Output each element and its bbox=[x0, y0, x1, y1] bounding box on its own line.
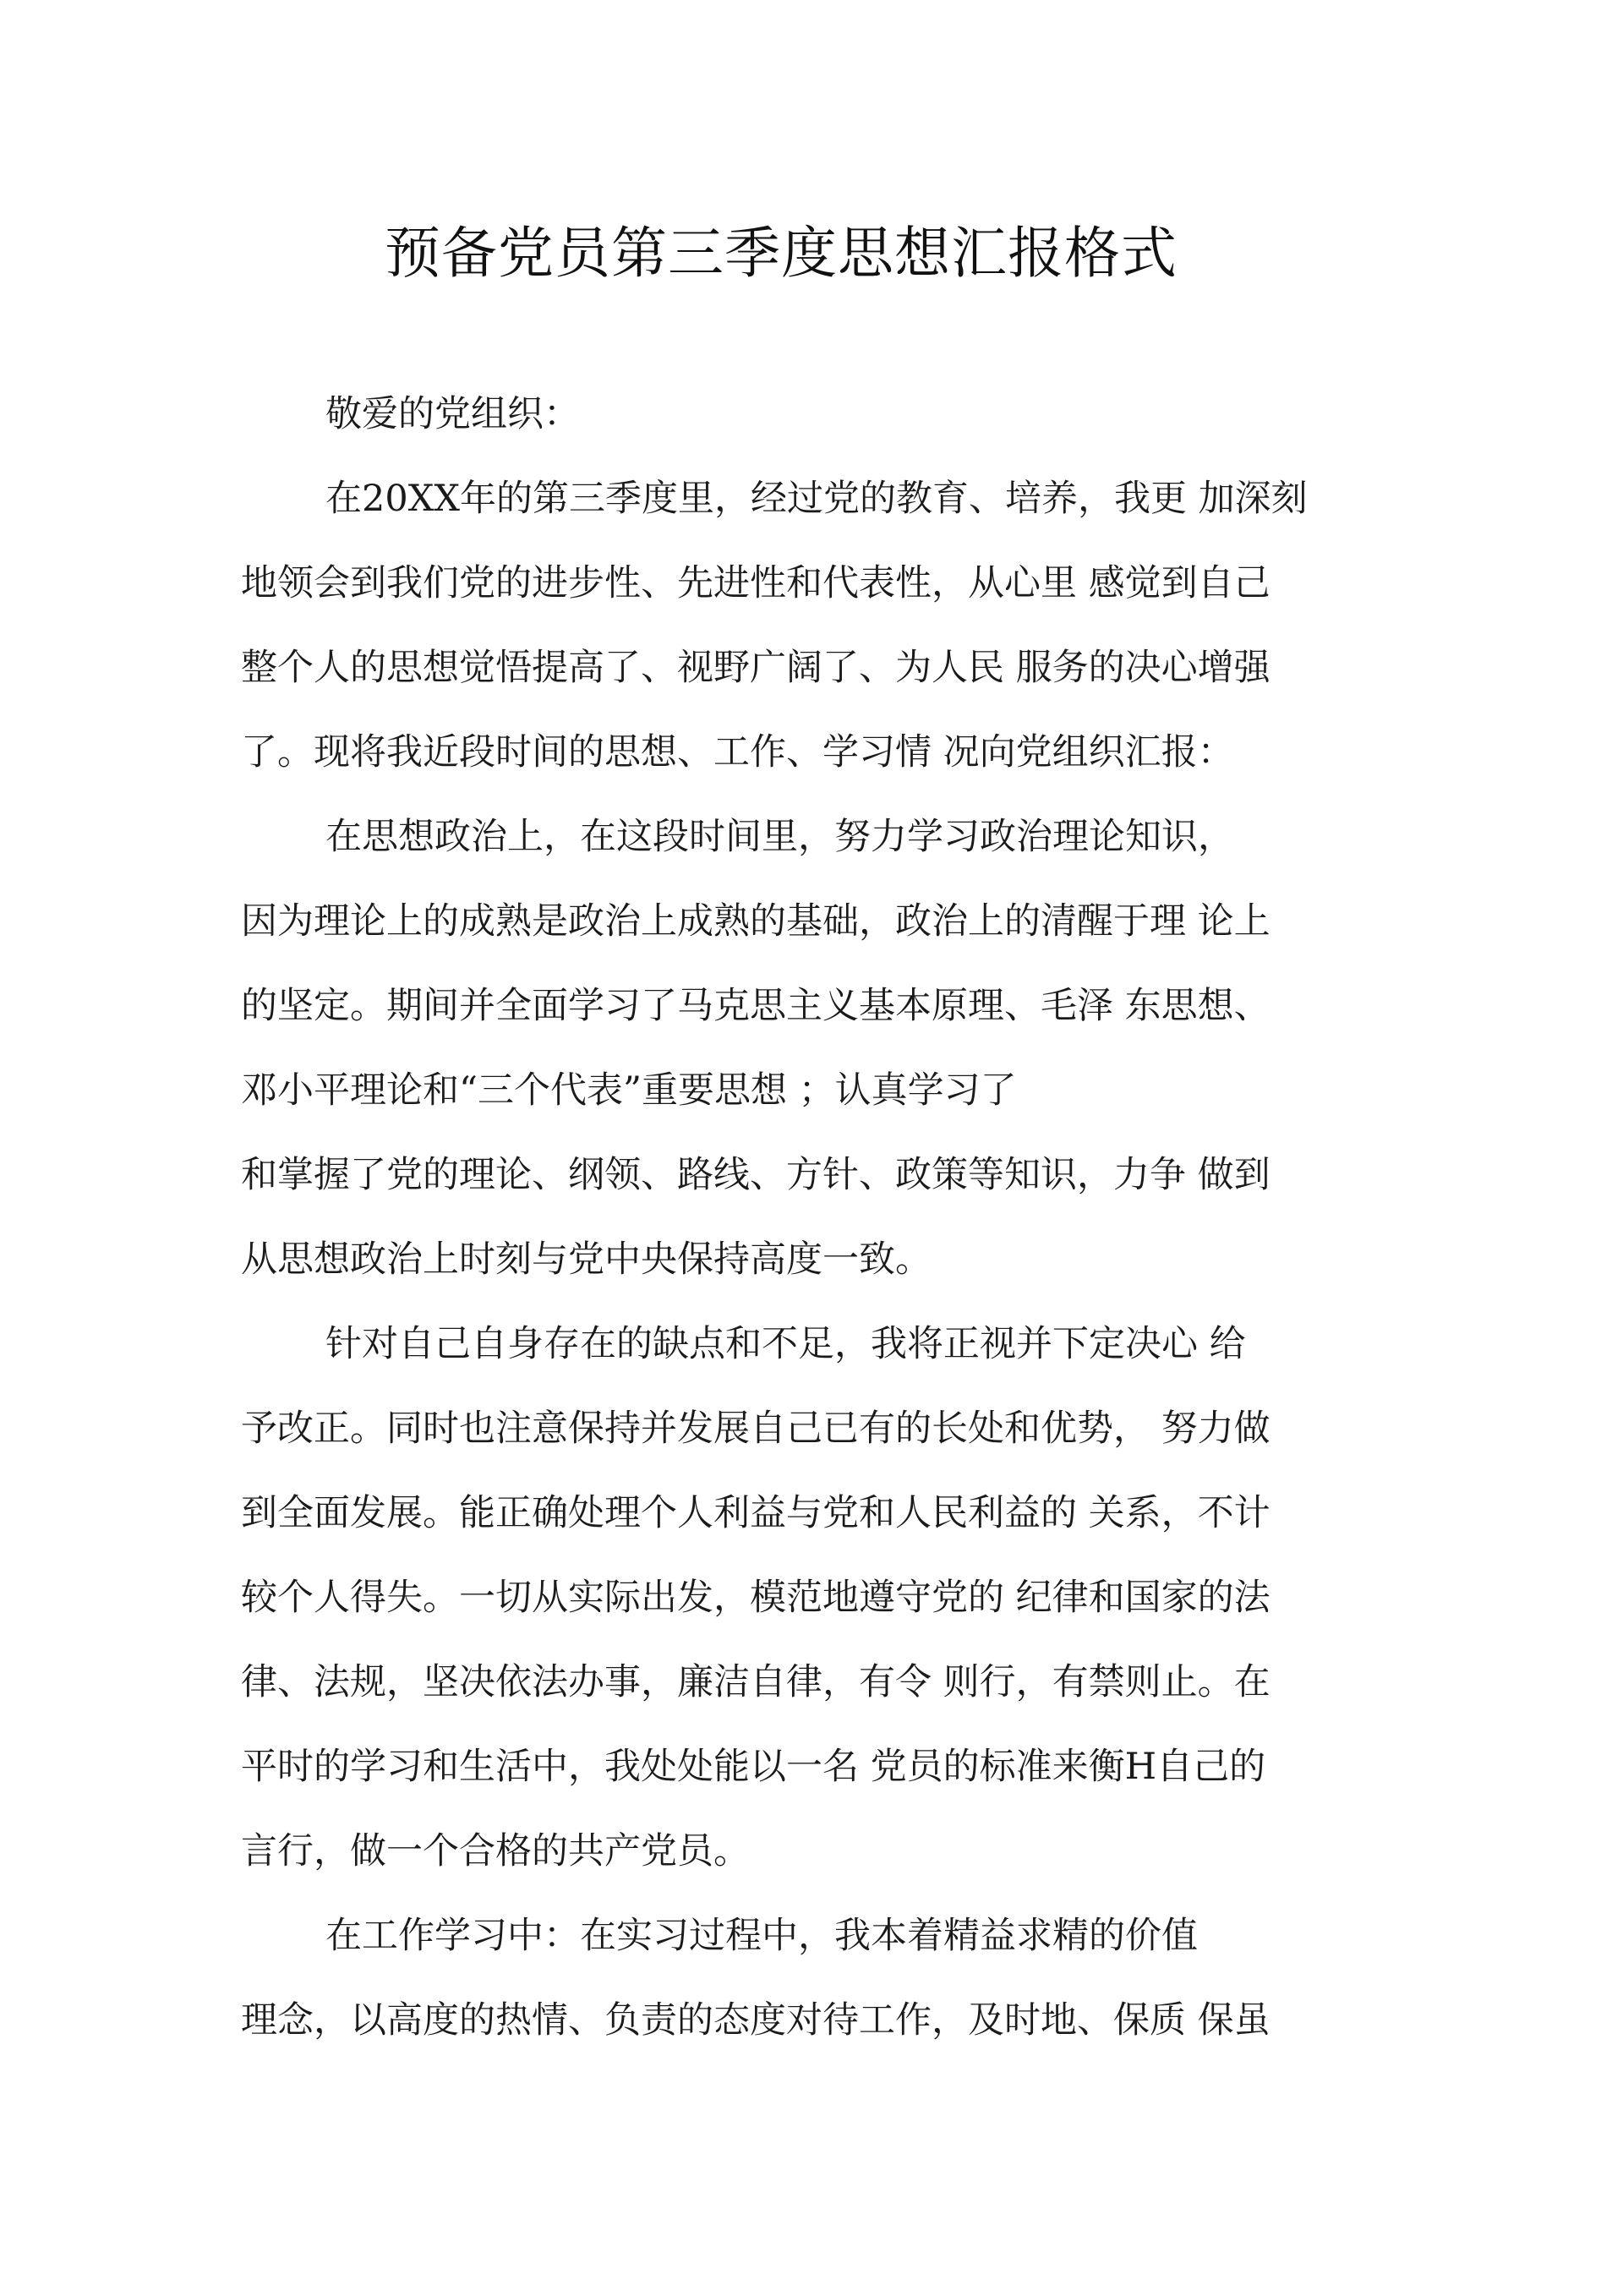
paragraph-line: 在20XX年的第三季度里，经过党的教育、培养，我更 加深刻 bbox=[325, 478, 1308, 520]
salutation-line: 敬爱的党组织： bbox=[325, 393, 580, 435]
paragraph-line: 律、法规，坚决依法办事，廉洁自律，有令 则行，有禁则止。在 bbox=[241, 1661, 1271, 1703]
paragraph-line: 了。现将我近段时间的思想、工作、学习情 况向党组织汇报： bbox=[241, 731, 1234, 774]
paragraph-line: 的坚定。期间并全面学习了马克思主义基本原理、毛泽 东思想、 bbox=[241, 985, 1271, 1027]
document-title: 预备党员第三季度思想汇报格式 bbox=[385, 221, 1178, 286]
paragraph-line: 言行，做一个合格的共产党员。 bbox=[241, 1830, 750, 1872]
paragraph-line: 在思想政治上，在这段时间里，努力学习政治理论知识， bbox=[325, 816, 1234, 858]
paragraph-line: 因为理论上的成熟是政治上成熟的基础，政治上的清醒于理 论上 bbox=[241, 900, 1271, 943]
paragraph-line: 地领会到我们党的进步性、先进性和代表性，从心里 感觉到自己 bbox=[241, 562, 1271, 604]
paragraph-line: 整个人的思想觉悟提高了、视野广阔了、为人民 服务的决心增强 bbox=[241, 647, 1271, 689]
paragraph-line: 针对自己自身存在的缺点和不足，我将正视并下定决心 给 bbox=[325, 1323, 1246, 1365]
paragraph-line: 到全面发展。能正确处理个人利益与党和人民利益的 关系，不计 bbox=[241, 1492, 1271, 1534]
paragraph-line: 理念，以高度的热情、负责的态度对待工作，及时地、保质 保虽 bbox=[241, 1999, 1271, 2042]
paragraph-line: 予改正。同时也注意保持并发展自己已有的长处和优势， 努力做 bbox=[241, 1408, 1271, 1450]
paragraph-line: 从思想政治上时刻与党中央保持高度一致。 bbox=[241, 1238, 932, 1281]
paragraph-line: 和掌握了党的理论、纲领、路线、方针、政策等知识，力争 做到 bbox=[241, 1154, 1271, 1196]
paragraph-line: 邓小平理论和“三个代表”重要思想 ；认真学习了 bbox=[241, 1069, 1017, 1112]
paragraph-line: 在工作学习中：在实习过程中，我本着精益求精的价值 bbox=[325, 1915, 1198, 1957]
paragraph-line: 较个人得失。一切从实际出发，模范地遵守党的 纪律和国家的法 bbox=[241, 1577, 1271, 1619]
paragraph-line: 平时的学习和生活中，我处处能以一名 党员的标准来衡H自己的 bbox=[241, 1746, 1266, 1788]
